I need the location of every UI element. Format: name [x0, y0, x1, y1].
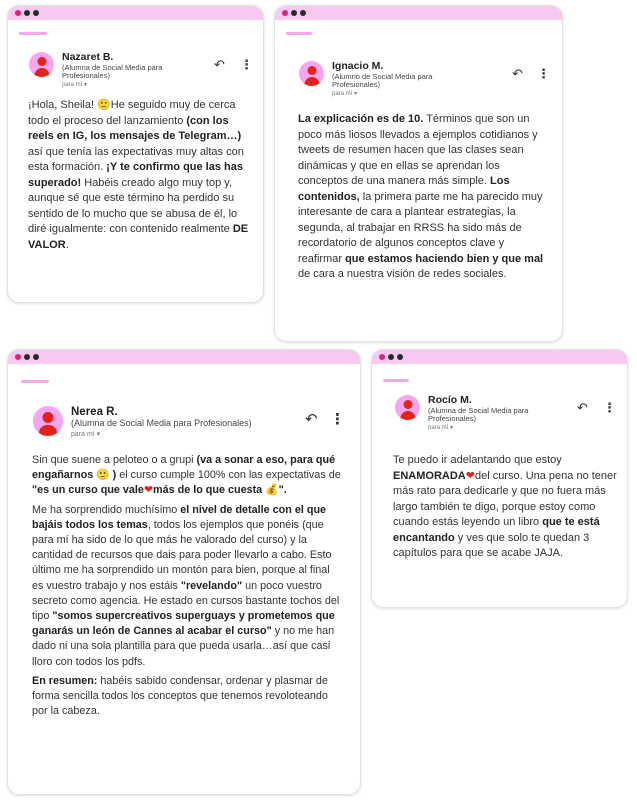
message-body: [298, 112, 546, 283]
bold-text: "es un curso que vale: [32, 484, 144, 497]
window-titlebar: [8, 350, 360, 364]
vertical-dots-icon[interactable]: ⋮: [240, 57, 253, 72]
bold-text: (va a sonar a eso, para qué engañarnos: [32, 454, 336, 482]
text: Sin que suene a peloteo o a grupi: [32, 454, 197, 466]
window-dot-red: [282, 10, 288, 16]
sender-name: Rocío M.: [428, 394, 472, 406]
bold-text: "somos supercreativos superguays y prometemos que ganarás un león de Cannes al acabar el curso": [32, 610, 335, 638]
bold-text: que estamos haciendo bien y que mal: [345, 252, 544, 265]
window-dot: [291, 10, 297, 16]
subject-line-placeholder: [383, 379, 409, 382]
sender-header: [33, 406, 301, 438]
sender-role: (Alumno de Social Media para Profesionales): [332, 71, 433, 89]
text: del curso. Una pena no tener más rato para dedicarle y que no fuera más largo también te digo, porque estoy como cuando estás leyendo un libro: [393, 469, 617, 528]
window-dot: [397, 354, 403, 360]
text: Habéis creado algo muy top y, aunque sé que este término ha perdido su sentido de lo mucho que se abusa de él, lo diré igualmente: con contenido realmente: [28, 176, 238, 235]
bold-text: ): [112, 469, 117, 482]
sender-role: (Alumna de Social Media para Profesionales): [428, 405, 529, 423]
text: un poco vuestro secreto como agencia. He estado en cursos bastante tochos del tipo: [32, 579, 340, 623]
message-body: [32, 453, 342, 719]
person-icon: [29, 52, 54, 77]
bold-text: La explicación es de 10.: [298, 113, 424, 125]
recipient-dropdown[interactable]: para mí ▾: [71, 430, 101, 438]
person-icon: [395, 395, 420, 420]
window-dot: [300, 10, 306, 16]
testimonial-card-ignacio: [274, 5, 563, 342]
testimonial-card-nazaret: [7, 5, 264, 303]
window-dot-red: [15, 10, 21, 16]
text: He seguido muy de cerca todo el proceso del lanzamiento: [28, 99, 236, 127]
bold-text: DE VALOR: [28, 223, 249, 251]
bold-text: ENAMORADA: [393, 469, 466, 482]
bold-text: ".: [278, 484, 287, 497]
sender-name: Nerea R.: [71, 406, 118, 418]
text: , todos los ejemplos que ponéis (que para mí ha sido de lo que más he valorado del curso) y la cantidad de recursos que dais para poder llevarlo a cabo. Esto último me ha sorprendido un montón para bien, porque al final es vuestro trabajo y nos estáis: [32, 518, 332, 592]
vertical-dots-icon[interactable]: ⋮: [603, 400, 616, 415]
bold-text: En resumen:: [32, 674, 98, 687]
sender-header: [395, 395, 548, 432]
window-dot: [33, 354, 39, 360]
testimonial-card-nerea: [7, 349, 361, 795]
text: y no me han dado ni una sola plantilla para que pueda usarla…así que casi lloro con todos los pdfs.: [32, 625, 335, 668]
reply-arrow-icon[interactable]: ↶: [305, 411, 318, 428]
sender-role: (Alumna de Social Media para Profesionales): [71, 417, 252, 428]
window-titlebar: [372, 350, 627, 364]
text: el curso cumple 100% con las expectativas de: [116, 469, 341, 482]
reply-arrow-icon[interactable]: ↶: [214, 57, 225, 72]
window-dot: [388, 354, 394, 360]
text: .: [65, 238, 69, 251]
text: Te puedo ir adelantando que estoy: [393, 454, 562, 466]
person-icon: [299, 61, 324, 86]
vertical-dots-icon[interactable]: ⋮: [537, 66, 550, 81]
sender-header: [29, 52, 172, 89]
text: y ves que solo te quedan 3 capítulos para que se acabe JAJA.: [393, 531, 590, 559]
bold-text: Los contenidos,: [298, 175, 510, 203]
sender-header: [299, 61, 442, 98]
bold-text: "revelando": [180, 579, 243, 592]
sender-name: Ignacio M.: [332, 60, 384, 72]
text: Me ha sorprendido muchísimo: [32, 503, 181, 516]
window-dot-red: [15, 354, 21, 360]
message-body: [393, 453, 618, 562]
subject-line-placeholder: [21, 380, 49, 383]
reply-arrow-icon[interactable]: ↶: [577, 400, 588, 415]
recipient-dropdown[interactable]: para mí ▾: [428, 425, 454, 432]
window-dot: [24, 10, 30, 16]
text: 💰: [262, 484, 279, 497]
subject-line-placeholder: [286, 32, 312, 35]
window-dot-red: [379, 354, 385, 360]
testimonial-card-rocio: [371, 349, 628, 608]
text: habéis sabido condensar, ordenar y plasmar de forma sencilla todos los conceptos que tenemos revoloteando por la cabeza.: [32, 674, 328, 718]
message-paragraph: [32, 503, 342, 670]
heart-emoji: ❤: [143, 484, 153, 497]
recipient-dropdown[interactable]: para mí ▾: [332, 91, 358, 98]
bold-text: que te está encantando: [393, 516, 600, 544]
text: Términos que son un poco más liosos llevados a ejemplos cotidianos y tweets de resumen hacen que las clases sean dinámicas y que en ellas se aprendan los conceptos de una manera más simple.: [298, 113, 538, 187]
text: ¡Hola, Sheila! 🙂: [28, 99, 111, 111]
bold-text: ¡Y te confirmo que las has superado!: [28, 161, 243, 189]
window-titlebar: [275, 6, 562, 20]
sender-role: (Alumna de Social Media para Profesionales): [62, 62, 163, 80]
subject-line-placeholder: [19, 32, 47, 35]
message-paragraph: [32, 453, 342, 499]
text: de cara a nuestra visión de redes sociales.: [298, 268, 507, 280]
vertical-dots-icon[interactable]: ⋮: [330, 411, 345, 428]
person-icon: [33, 406, 63, 436]
message-body: [28, 98, 250, 253]
text: así que tenía las expectativas muy altas con esta formación.: [28, 145, 244, 173]
text: 🙂: [93, 469, 113, 482]
window-dot: [24, 354, 30, 360]
recipient-dropdown[interactable]: para mí ▾: [62, 82, 88, 89]
text: la primera parte me ha parecido muy interesante de cara a plantear estrategias, la segunda, al trabajar en RRSS ha sido más de recordatorio de algunos conceptos clave y reafirmar: [298, 190, 543, 265]
bold-text: el nivel de detalle con el que bajáis todos los temas: [32, 503, 327, 531]
reply-arrow-icon[interactable]: ↶: [512, 66, 523, 81]
sender-name: Nazaret B.: [62, 51, 114, 63]
window-dot: [33, 10, 39, 16]
bold-text: más de lo que cuesta: [152, 484, 263, 497]
bold-text: (con los reels en IG, los mensajes de Telegram…): [28, 114, 242, 142]
message-paragraph: [32, 674, 342, 720]
heart-emoji: ❤: [465, 469, 475, 482]
window-titlebar: [8, 6, 263, 20]
